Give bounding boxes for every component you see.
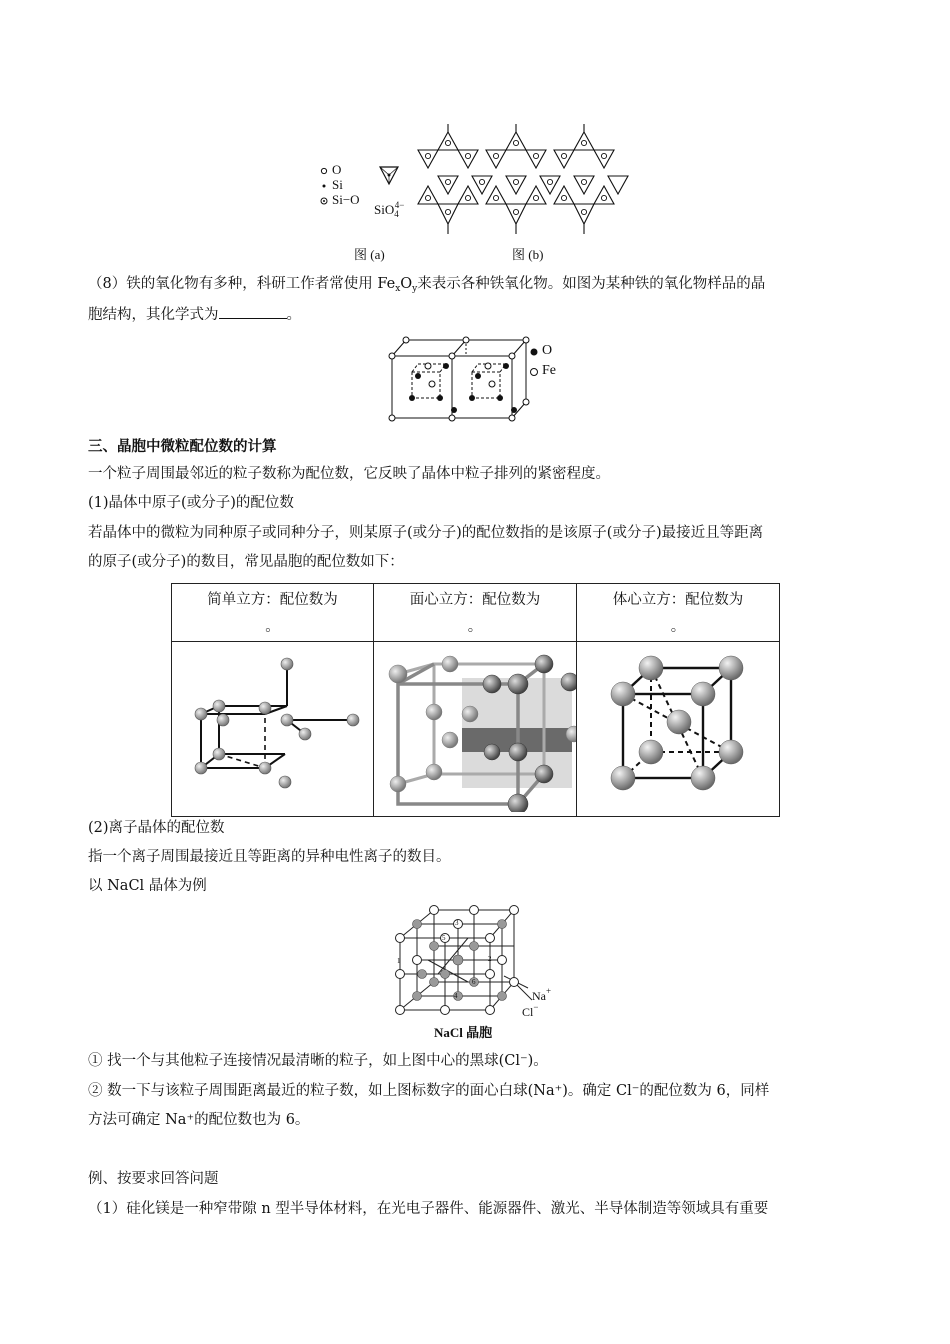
section3-heading: 三、晶胞中微粒配位数的计算 [88,438,277,455]
section3-para1-line2: 的原子(或分子)的数目，常见晶胞的配位数如下： [88,554,404,570]
simple-cubic-cell [172,642,374,817]
iron-oxide-figure [388,334,568,426]
nacl-caption: NaCl 晶胞 [434,1025,493,1040]
coordination-table [171,583,780,817]
nacl-num-1: 1 [397,957,401,965]
silicate-legend [332,162,360,207]
header-fcc: 面心立方：配位数为 。 [374,584,577,642]
step2-line1: ② 数一下与该粒子周围距离最近的粒子数，如上图标数字的面心白球(Na⁺)。确定 Cl⁻的配位数为 6，同样 [88,1083,770,1099]
bcc-cell [577,642,780,817]
silicate-figure [310,112,640,264]
step1: ① 找一个与其他粒子连接情况最清晰的粒子，如上图中心的黑球(Cl⁻)。 [88,1053,548,1069]
step2-line2: 方法可确定 Na⁺的配位数也为 6。 [88,1112,310,1128]
nacl-num-3: 3 [455,919,459,927]
legend-o: O [332,162,342,177]
iron-oxide-diagram [388,334,568,426]
legend-si: Si [332,177,343,192]
example-title: 例、按要求回答问题 [88,1171,219,1187]
legend-si-o: Si−O [332,192,360,207]
nacl-num-2: 2 [488,955,492,963]
bcc-diagram [577,642,779,812]
caption-a: 图 (a) [354,247,385,262]
header-simple-cubic: 简单立方：配位数为 。 [172,584,374,642]
na-label: Na+ [532,986,552,1003]
simple-cubic-diagram [173,642,373,812]
ionic-example: 以 NaCl 晶体为例 [88,878,207,894]
fcc-cell [374,642,577,817]
section3-para1-line1: 若晶体中的微粒为同种原子或同种分子，则某原子(或分子)的配位数指的是该原子(或分子)最接近且等距离 [88,525,764,541]
cl-label: Cl− [522,1002,539,1019]
tetra-label: SiO$_4^{4-}$ [374,200,405,219]
q8-line2: 胞结构，其化学式为 。 [88,304,301,325]
section3-sub1: (1)晶体中原子(或分子)的配位数 [88,495,294,511]
example-q1: （1）硅化镁是一种窄带隙 n 型半导体材料，在光电子器件、能源器件、激光、半导体制造等领域具有重要 [88,1201,769,1217]
ionic-definition: 指一个离子周围最接近且等距离的异种电性离子的数目。 [88,849,451,865]
legend-oxygen: O [542,343,553,358]
header-bcc: 体心立方：配位数为 。 [577,584,780,642]
nacl-num-5: 5 [442,934,446,942]
answer-blank[interactable] [219,304,287,319]
nacl-figure [392,904,562,1042]
legend-iron: Fe [542,363,556,378]
ionic-sub2: (2)离子晶体的配位数 [88,820,225,836]
q8-line1: （8）铁的氧化物有多种，科研工作者常使用 $Fe_xO_y$来表示各种铁氧化物。如图为某种铁的氧化物样品的晶 [88,276,766,294]
nacl-num-6: 6 [472,978,476,986]
caption-b: 图 (b) [512,247,544,262]
nacl-num-4: 4 [454,992,458,1000]
fcc-diagram [374,642,576,812]
section3-intro: 一个粒子周围最邻近的粒子数称为配位数，它反映了晶体中粒子排列的紧密程度。 [88,466,610,482]
